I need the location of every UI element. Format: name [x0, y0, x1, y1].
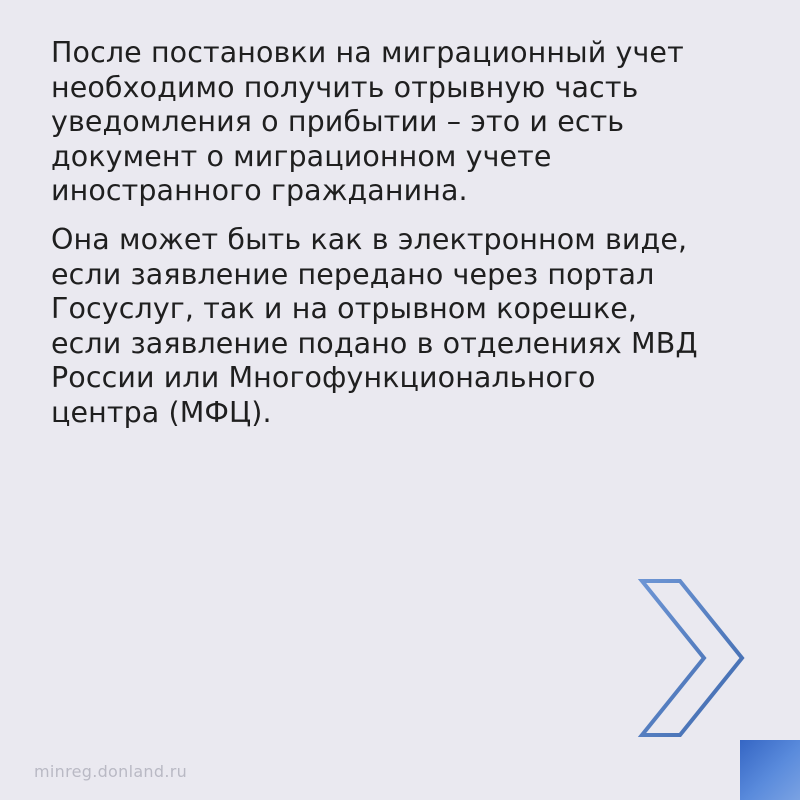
chevron-right-outline-icon[interactable]	[636, 577, 748, 739]
paragraph-2	[51, 223, 771, 431]
paragraph-1	[51, 36, 771, 209]
text-line: иностранного гражданина.	[51, 174, 468, 208]
corner-accent-square	[740, 740, 800, 800]
text-line: уведомления о прибытии – это и есть	[51, 105, 625, 139]
text-line: центра (МФЦ).	[51, 395, 272, 429]
text-line: если заявление подано в отделениях МВД	[51, 326, 698, 360]
text-line: После постановки на миграционный учет	[51, 36, 684, 69]
text-line: Она может быть как в электронном виде,	[51, 222, 688, 256]
site-watermark: minreg.donland.ru	[34, 762, 188, 781]
main-text	[51, 36, 771, 431]
text-line: необходимо получить отрывную часть	[51, 70, 639, 104]
text-line: России или Многофункционального	[51, 361, 596, 395]
text-line: Госуслуг, так и на отрывном корешке,	[51, 292, 638, 326]
text-line: документ о миграционном учете	[51, 139, 552, 173]
text-line: если заявление передано через портал	[51, 257, 655, 291]
